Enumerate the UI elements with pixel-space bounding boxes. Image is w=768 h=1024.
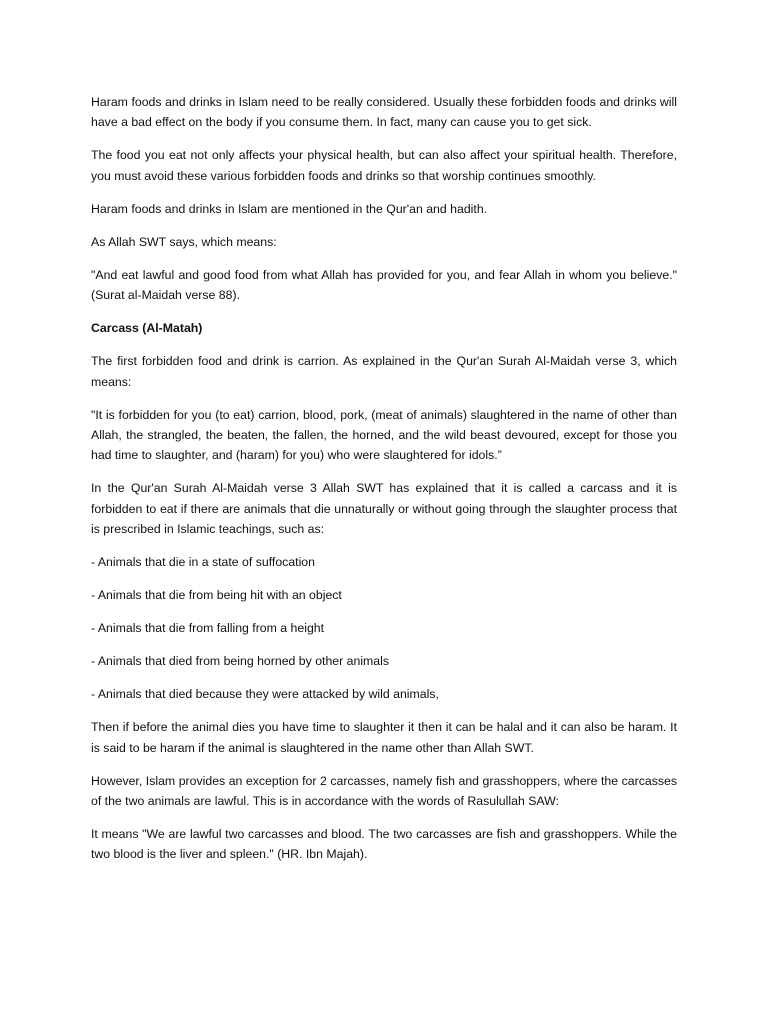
quran-quote-paragraph: "And eat lawful and good food from what Allah has provided for you, and fear Allah in whom you believe." (Surat al-Maidah verse 88). (91, 267, 677, 303)
section-heading-carcass: Carcass (Al-Matah) (91, 321, 203, 336)
list-item: - Animals that die in a state of suffocation (91, 555, 315, 570)
carcass-explanation-paragraph: In the Qur'an Surah Al-Maidah verse 3 Allah SWT has explained that it is called a carcass and it is forbidden to eat if there are animals that die unnaturally or without going through the slaughter process that is prescribed in Islamic teachings, such as: (91, 481, 677, 537)
list-item: - Animals that died from being horned by other animals (91, 654, 390, 669)
list-item: - Animals that died because they were attacked by wild animals, (91, 687, 439, 702)
carrion-paragraph: The first forbidden food and drink is carrion. As explained in the Qur'an Surah Al-Maidah verse 3, which means: (91, 354, 677, 389)
hadith-paragraph: It means "We are lawful two carcasses and blood. The two carcasses are fish and grasshoppers. While the two blood is the liver and spleen." (HR. Ibn Majah). (91, 827, 677, 862)
health-paragraph: The food you eat not only affects your physical health, but can also affect your spiritual health. Therefore, you must avoid these various forbidden foods and drinks so that worship continues smoothly. (91, 148, 677, 183)
intro-paragraph: Haram foods and drinks in Islam need to be really considered. Usually these forbidden foods and drinks will have a bad effect on the body if you consume them. In fact, many can cause you to get sick. (91, 95, 677, 130)
document-page (91, 92, 677, 877)
quote-intro-paragraph: As Allah SWT says, which means: (91, 234, 277, 249)
list-item: - Animals that die from being hit with an object (91, 588, 342, 603)
slaughter-paragraph: Then if before the animal dies you have time to slaughter it then it can be halal and it can also be haram. It is said to be haram if the animal is slaughtered in the name other than Allah SWT. (91, 720, 677, 755)
list-item: - Animals that die from falling from a height (91, 621, 325, 636)
sources-paragraph: Haram foods and drinks in Islam are mentioned in the Qur'an and hadith. (91, 201, 488, 216)
exception-paragraph: However, Islam provides an exception for 2 carcasses, namely fish and grasshoppers, where the carcasses of the two animals are lawful. This is in accordance with the words of Rasulullah SAW: (91, 773, 677, 809)
forbidden-quote-paragraph: "It is forbidden for you (to eat) carrion, blood, pork, (meat of animals) slaughtered in the name of other than Allah, the strangled, the beaten, the fallen, the horned, and the wild beast devoured, except for those you had time to slaughter, and (haram) for you) who were slaughtered for idols.” (91, 407, 677, 463)
